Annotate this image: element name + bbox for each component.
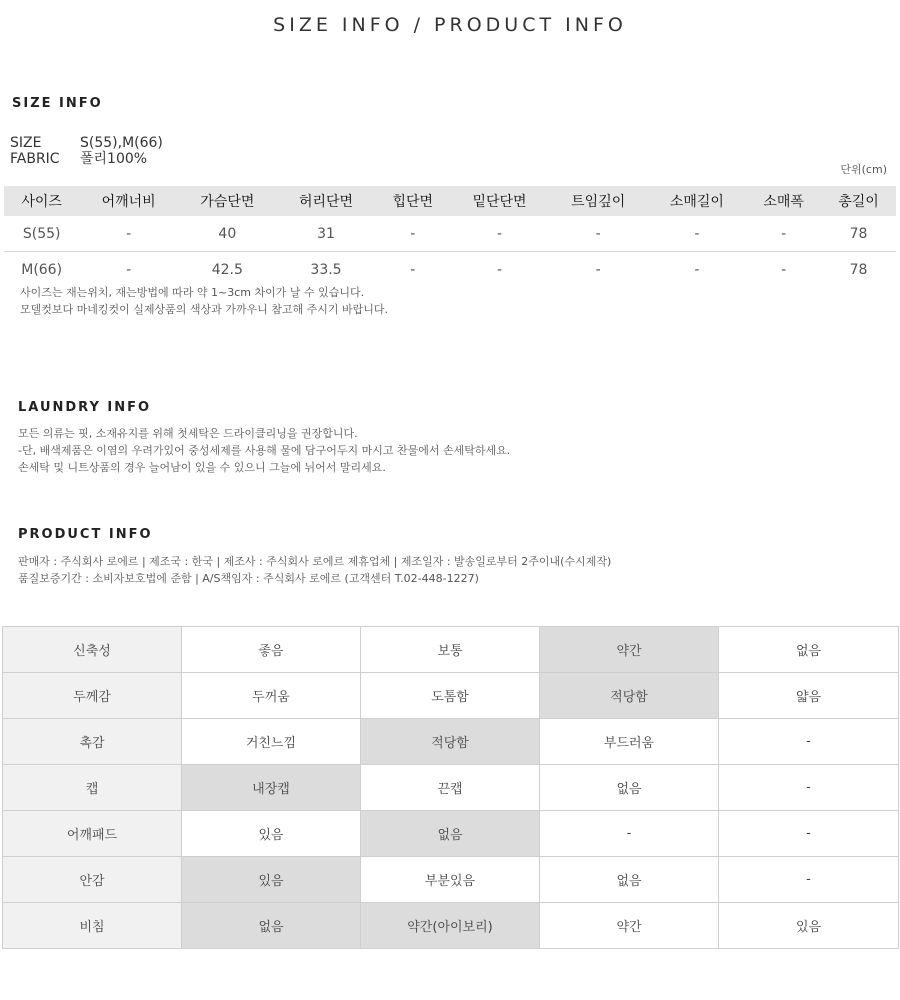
- size-info-heading: SIZE INFO: [12, 96, 103, 111]
- page-title: SIZE INFO / PRODUCT INFO: [273, 14, 627, 36]
- property-option: 부분있음: [361, 857, 540, 903]
- fabric-value: 폴리100%: [80, 151, 148, 167]
- property-label: 안감: [3, 857, 182, 903]
- table-row: [4, 252, 896, 288]
- size-label: SIZE: [10, 135, 42, 151]
- col-header: 총길이: [821, 186, 896, 216]
- unit-label: 단위(cm): [840, 163, 887, 176]
- property-option: 적당함: [540, 673, 719, 719]
- col-header: 밑단단면: [450, 186, 549, 216]
- table-cell: 33.5: [310, 261, 342, 278]
- table-cell: 78: [849, 261, 868, 278]
- table-cell: -: [410, 261, 416, 278]
- property-option: 도톰함: [361, 673, 540, 719]
- property-row: [3, 811, 899, 857]
- col-header: 힙단면: [375, 186, 450, 216]
- property-row: [3, 627, 899, 673]
- table-cell: M(66): [21, 261, 63, 278]
- col-header: 소매길이: [648, 186, 747, 216]
- property-option: 약간(아이보리): [361, 903, 540, 949]
- table-cell: -: [79, 216, 178, 252]
- col-header: 사이즈: [4, 186, 79, 216]
- fabric-label: FABRIC: [10, 151, 60, 167]
- property-option: 약간: [540, 627, 719, 673]
- property-option: -: [719, 811, 899, 857]
- property-option: 좋음: [182, 627, 361, 673]
- col-header: 소매폭: [746, 186, 821, 216]
- property-label: 촉감: [3, 719, 182, 765]
- property-option: 얇음: [719, 673, 899, 719]
- col-header: 어깨너비: [79, 186, 178, 216]
- table-cell: -: [549, 216, 648, 252]
- table-cell: -: [497, 261, 503, 278]
- property-option: -: [719, 857, 899, 903]
- product-line: 품질보증기간 : 소비자보호법에 준함 | A/S책임자 : 주식회사 로에르 (고객센터 T.02-448-1227): [18, 572, 479, 585]
- table-cell: -: [595, 261, 601, 278]
- fabric-line: [10, 151, 147, 167]
- col-header: 허리단면: [277, 186, 376, 216]
- product-notes: [18, 553, 611, 587]
- property-option: 없음: [361, 811, 540, 857]
- col-header: 트임깊이: [549, 186, 648, 216]
- table-cell: S(55): [4, 216, 79, 252]
- property-label: 두께감: [3, 673, 182, 719]
- table-cell: 78: [821, 216, 896, 252]
- table-cell: -: [694, 261, 700, 278]
- size-value: S(55),M(66): [80, 135, 163, 151]
- laundry-notes: [18, 425, 510, 476]
- property-option: 있음: [719, 903, 899, 949]
- table-cell: -: [746, 216, 821, 252]
- property-row: [3, 857, 899, 903]
- property-option: 적당함: [361, 719, 540, 765]
- size-table-header: [4, 186, 896, 216]
- property-option: -: [719, 765, 899, 811]
- property-option: 없음: [719, 627, 899, 673]
- laundry-info-heading: LAUNDRY INFO: [18, 400, 152, 415]
- laundry-line: -단, 배색제품은 이염의 우려가있어 중성세제를 사용해 물에 담구어두지 마시고 찬물에서 손세탁하세요.: [18, 444, 511, 457]
- property-option: 거친느낌: [182, 719, 361, 765]
- property-label: 어깨패드: [3, 811, 182, 857]
- property-option: 있음: [182, 811, 361, 857]
- table-cell: -: [126, 261, 132, 278]
- size-note: 모델컷보다 마네킹컷이 실제상품의 색상과 가까우니 참고해 주시기 바랍니다.: [20, 303, 389, 316]
- property-option: 있음: [182, 857, 361, 903]
- property-option: -: [719, 719, 899, 765]
- property-label: 비침: [3, 903, 182, 949]
- property-row: [3, 903, 899, 949]
- size-notes: [20, 284, 388, 318]
- laundry-line: 모든 의류는 핏, 소재유지를 위해 첫세탁은 드라이클리닝을 권장합니다.: [18, 427, 358, 440]
- property-option: 내장캡: [182, 765, 361, 811]
- property-label: 캡: [3, 765, 182, 811]
- size-line: [10, 135, 163, 151]
- table-cell: 42.5: [211, 261, 243, 278]
- property-row: [3, 765, 899, 811]
- table-cell: 31: [277, 216, 376, 252]
- product-line: 판매자 : 주식회사 로에르 | 제조국 : 한국 | 제조사 : 주식회사 로에르 제휴업체 | 제조일자 : 발송일로부터 2주이내(수시제작): [18, 555, 612, 568]
- property-option: 보통: [361, 627, 540, 673]
- table-cell: -: [375, 216, 450, 252]
- property-row: [3, 673, 899, 719]
- property-option: 부드러움: [540, 719, 719, 765]
- table-cell: -: [648, 216, 747, 252]
- property-option: 없음: [182, 903, 361, 949]
- property-label: 신축성: [3, 627, 182, 673]
- property-option: -: [540, 811, 719, 857]
- property-row: [3, 719, 899, 765]
- table-cell: -: [450, 216, 549, 252]
- col-header: 가슴단면: [178, 186, 277, 216]
- table-cell: -: [781, 261, 787, 278]
- property-option: 약간: [540, 903, 719, 949]
- property-option: 없음: [540, 857, 719, 903]
- product-properties-table: [2, 626, 899, 949]
- property-option: 끈캡: [361, 765, 540, 811]
- table-cell: 40: [178, 216, 277, 252]
- product-info-heading: PRODUCT INFO: [18, 527, 153, 542]
- table-row: [4, 216, 896, 252]
- property-option: 두꺼움: [182, 673, 361, 719]
- property-option: 없음: [540, 765, 719, 811]
- laundry-line: 손세탁 및 니트상품의 경우 늘어남이 있을 수 있으니 그늘에 뉘어서 말리세요.: [18, 461, 386, 474]
- size-table: [4, 186, 896, 287]
- size-note: 사이즈는 재는위치, 재는방법에 따라 약 1~3cm 차이가 날 수 있습니다.: [20, 286, 365, 299]
